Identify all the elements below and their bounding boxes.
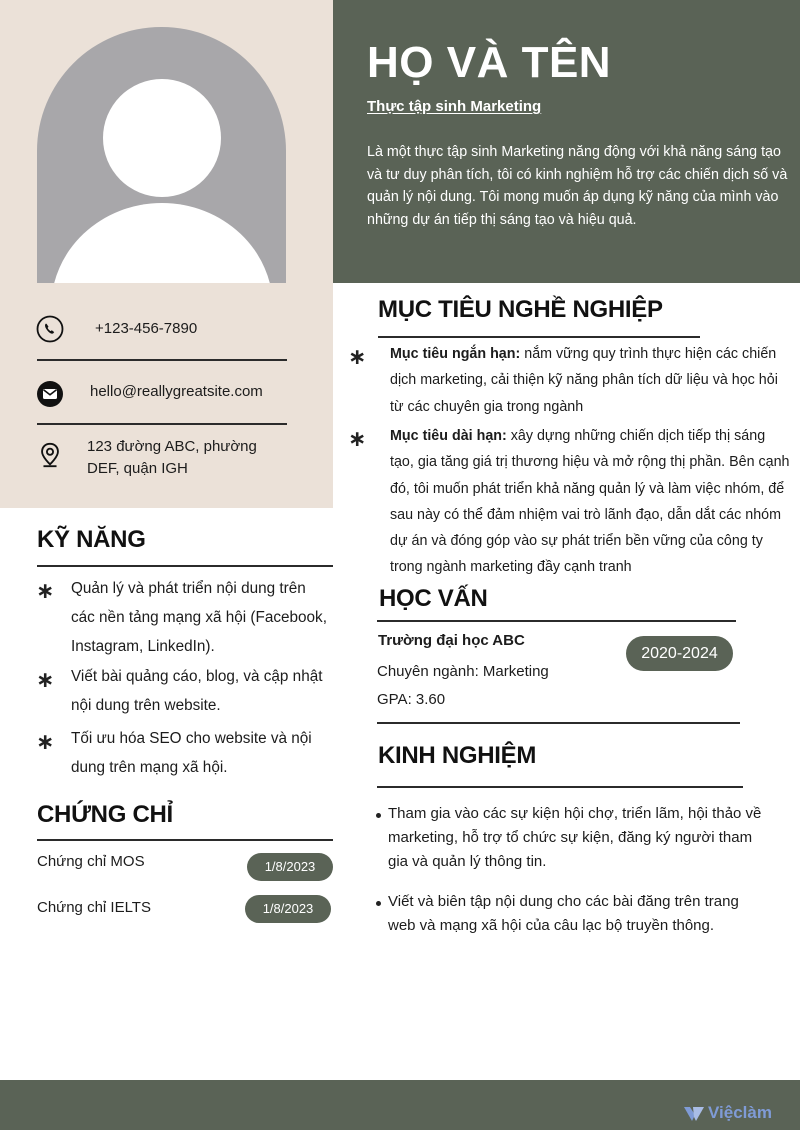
candidate-role: Thực tập sinh Marketing (367, 98, 542, 115)
objectives-divider (378, 336, 700, 338)
skills-divider (37, 565, 333, 567)
dot-bullet-icon (376, 813, 381, 818)
certificate-date-badge: 1/8/2023 (247, 853, 333, 881)
star-bullet-icon: ∗ (36, 667, 55, 692)
star-bullet-icon: ∗ (348, 426, 367, 451)
phone-number: +123-456-7890 (95, 320, 198, 337)
certificate-date-badge: 1/8/2023 (245, 895, 331, 923)
skill-item: Tối ưu hóa SEO cho website và nội dung trên mạng xã hội. (71, 730, 312, 776)
dot-bullet-icon (376, 901, 381, 906)
school-name: Trường đại học ABC (378, 632, 525, 649)
avatar-body (51, 203, 273, 283)
objectives-heading: MỤC TIÊU NGHỀ NGHIỆP (378, 296, 663, 323)
experience-divider (377, 786, 743, 788)
skills-heading: KỸ NĂNG (37, 526, 146, 553)
contact-divider (37, 359, 287, 361)
phone-icon (36, 315, 64, 343)
skill-item: Quản lý và phát triển nội dung trên các nền tảng mạng xã hội (Facebook, Instagram, LinkedIn). (71, 580, 327, 655)
skill-item: Viết bài quảng cáo, blog, và cập nhật nội dung trên website. (71, 668, 323, 714)
short-term-goal: Mục tiêu ngắn hạn: nắm vững quy trình thực hiện các chiến dịch marketing, cải thiện kỹ năng phân tích dữ liệu và học hỏi từ các chuyên gia trong ngành (390, 346, 778, 415)
location-pin-icon (36, 441, 64, 469)
experience-heading: KINH NGHIỆM (378, 742, 537, 769)
education-divider (377, 620, 736, 622)
profile-summary: Là một thực tập sinh Marketing năng động với khả năng sáng tạo và tư duy phân tích, tôi có kinh nghiệm hỗ trợ các chiến dịch số và quản lý nội dung. Tôi mong muốn áp dụng kỹ năng của mình vào những dự án tiếp thị sáng tạo và hiệu quả. (367, 144, 788, 228)
candidate-name: HỌ VÀ TÊN (367, 38, 612, 87)
brand-logo-icon (684, 1106, 704, 1122)
long-term-goal: Mục tiêu dài hạn: xây dựng những chiến dịch tiếp thị sáng tạo, gia tăng giá trị thương hiệu và mở rộng thị phần. Bên cạnh đó, tôi muốn phát triển khả năng quản lý và làm việc nhóm, để sau này có thể đảm nhiệm vai trò lãnh đạo, dẫn dắt các nhóm dự án và đóng góp vào sự phát triển bền vững của công ty trong ngành marketing đầy cạnh tranh (390, 428, 790, 576)
education-heading: HỌC VẤN (379, 585, 488, 612)
certificate-name: Chứng chỉ MOS (37, 853, 145, 870)
certificates-divider (37, 839, 333, 841)
brand-watermark-text: Việclàm (708, 1103, 772, 1122)
avatar-head (103, 79, 221, 197)
avatar (37, 27, 286, 283)
star-bullet-icon: ∗ (36, 729, 55, 754)
education-bottom-divider (377, 722, 740, 724)
star-bullet-icon: ∗ (36, 578, 55, 603)
footer-band (0, 1080, 800, 1130)
email-address: hello@reallygreatsite.com (90, 383, 263, 400)
education-gpa: GPA: 3.60 (377, 691, 446, 708)
experience-item: Viết và biên tập nội dung cho các bài đăng trên trang web và mạng xã hội của câu lạc bộ truyền thông. (388, 893, 739, 934)
email-icon (36, 380, 64, 408)
home-address: 123 đường ABC, phường DEF, quận IGH (87, 438, 257, 477)
contact-divider (37, 423, 287, 425)
education-years-badge: 2020-2024 (626, 636, 733, 671)
experience-item: Tham gia vào các sự kiện hội chợ, triển lãm, hội thảo về marketing, hỗ trợ tổ chức sự kiện, đăng ký người tham gia và quản lý thông tin. (388, 805, 762, 870)
education-major: Chuyên ngành: Marketing (377, 663, 549, 680)
brand-watermark (684, 1103, 772, 1123)
certificates-heading: CHỨNG CHỈ (37, 801, 173, 828)
certificate-name: Chứng chỉ IELTS (37, 899, 151, 916)
star-bullet-icon: ∗ (348, 344, 367, 369)
